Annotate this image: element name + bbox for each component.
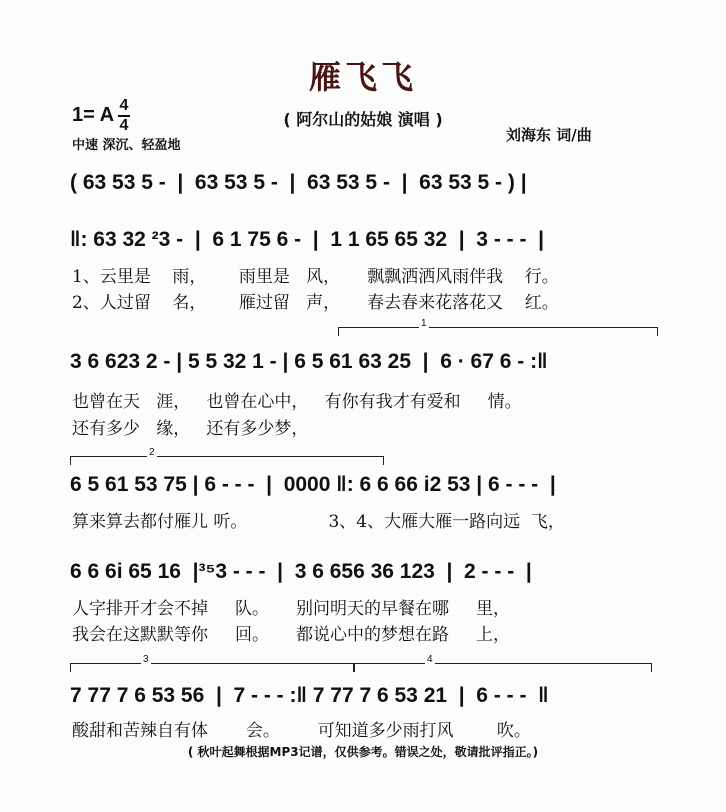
volta-bracket-1: 1 (338, 327, 658, 336)
volta-bracket-3: 3 (70, 663, 354, 672)
time-signature-top: 4 (119, 97, 129, 114)
lyric-line-4a: 人字排开才会不掉 队。 别问明天的早餐在哪 里， (72, 599, 511, 619)
key-signature: 1= A (72, 104, 115, 126)
notation-line-5: 7 77 7 6 53 56 | 7 - - - :‖ 7 77 7 6 53 21 | 6 - - - ‖ (70, 684, 549, 707)
lyric-verse-2: 2、人过留 名， 雁过留 声， 春去春来花落花又 红。 (72, 293, 559, 313)
song-title: 雁飞飞 (308, 58, 417, 96)
lyric-line-4b: 我会在这默默等你 回。 都说心中的梦想在路 上， (72, 625, 511, 645)
notation-line-3: 6 5 61 53 75 | 6 - - - | 0000 ‖: 6 6 66 i2 53 | 6 - - - | (70, 473, 556, 496)
lyric-line-5: 酸甜和苦辣自有体 会。 可知道多少雨打风 吹。 (72, 721, 531, 741)
notation-line-1: ‖: 63 32 ²3 - | 6 1 75 6 - | 1 1 65 65 32 | 3 - - - | (70, 228, 545, 251)
lyric-line-2b: 还有多少 缘， 还有多少梦， (72, 419, 309, 439)
notation-line-4: 6 6 6i 65 16 |³⁵3 - - - | 3 6 656 36 123 | 2 - - - | (70, 560, 532, 583)
volta-bracket-4: 4 (354, 663, 652, 672)
volta-bracket-2: 2 (70, 456, 384, 465)
credits: 刘海东 词/曲 (506, 126, 592, 144)
performer: ( 阿尔山的姑娘 演唱 ) (283, 110, 443, 129)
footnote: ( 秋叶起舞根据MP3记谱，仅供参考。错误之处，敬请批评指正。) (187, 745, 539, 759)
lyric-line-3: 算来算去都付雁儿 听。 3、4、大雁大雁一路向远 飞， (72, 512, 565, 532)
time-signature-bottom: 4 (119, 117, 129, 134)
notation-line-2: 3 6 623 2 - | 5 5 32 1 - | 6 5 61 63 25 | 6 · 67 6 - :‖ (70, 350, 548, 373)
notation-line-intro: ( 63 53 5 - | 63 53 5 - | 63 53 5 - | 63 53 5 - ) | (70, 171, 527, 194)
tempo-expression: 中速 深沉、轻盈地 (72, 138, 181, 153)
lyric-verse-1: 1、云里是 雨， 雨里是 风， 飘飘洒洒风雨伴我 行。 (72, 267, 559, 287)
lyric-line-2a: 也曾在天 涯， 也曾在心中， 有你有我才有爱和 情。 (72, 392, 522, 412)
